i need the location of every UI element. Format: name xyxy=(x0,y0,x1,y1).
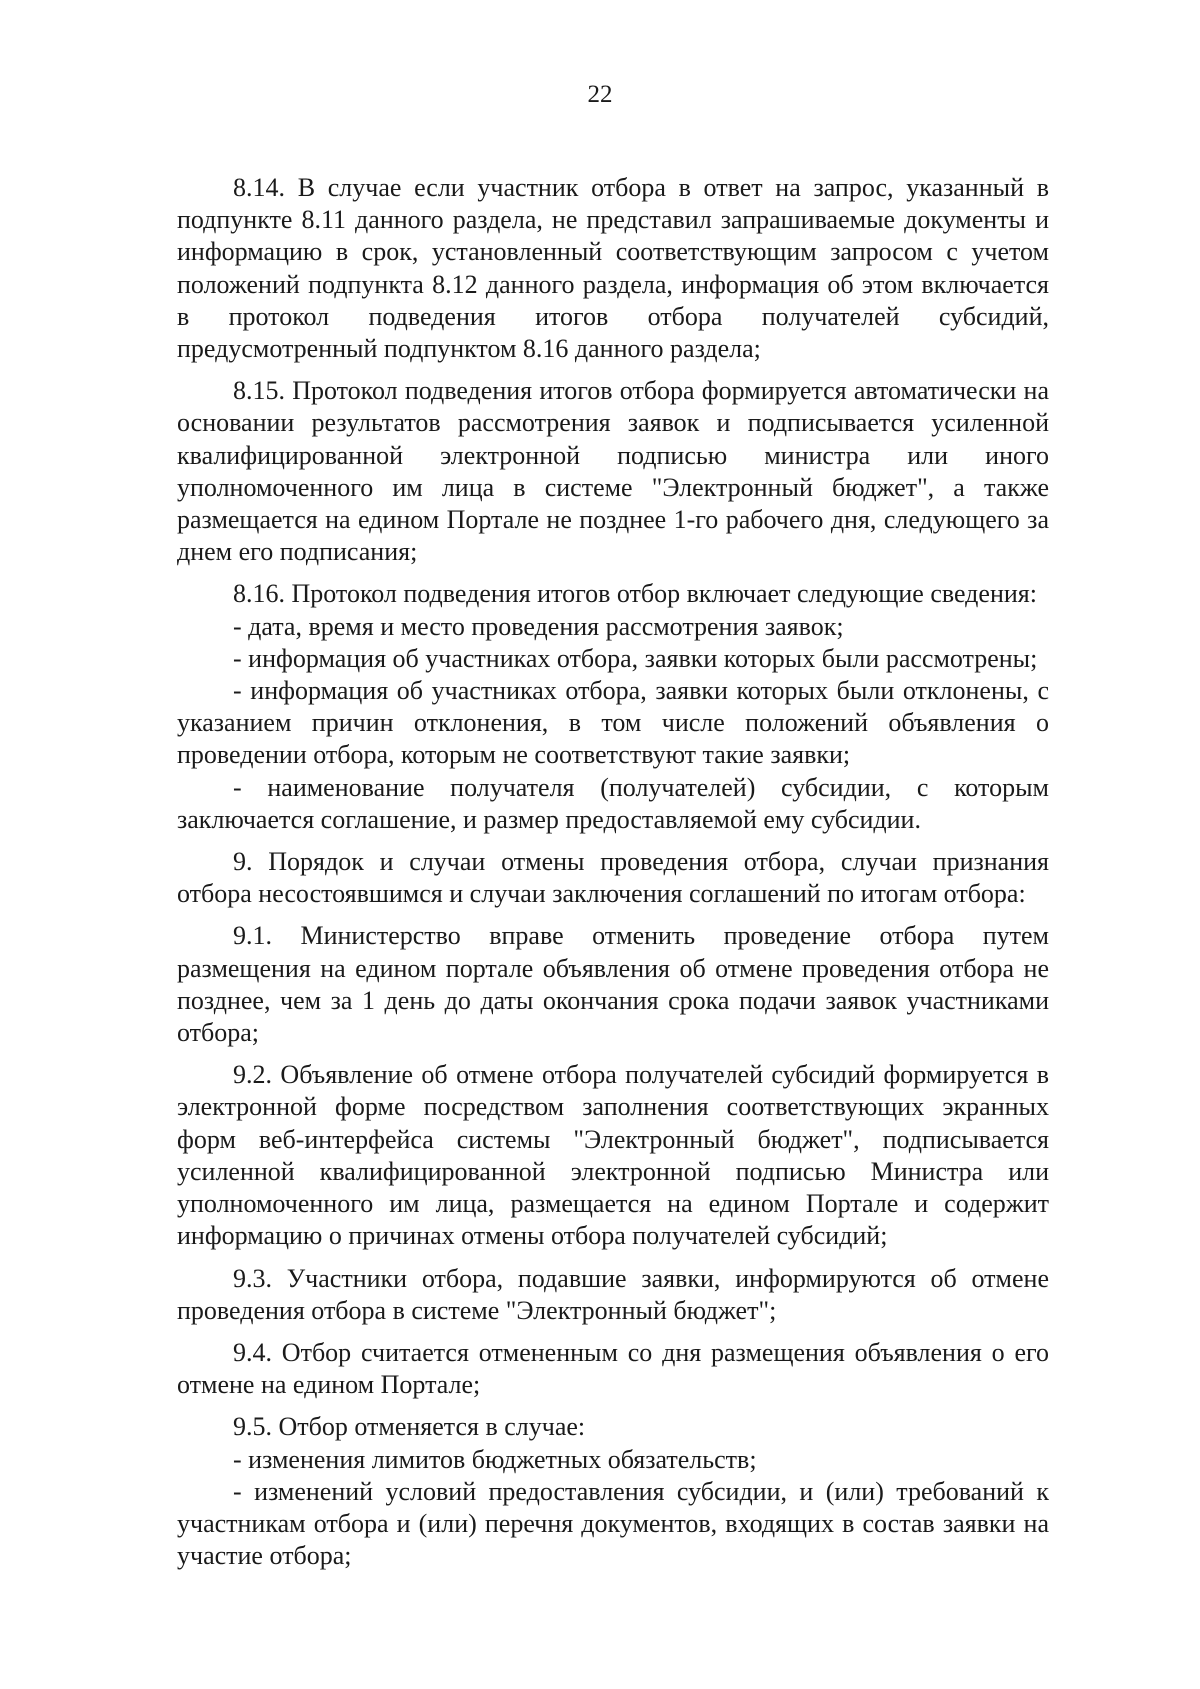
list-item: - информация об участниках отбора, заявки которых были рассмотрены; xyxy=(233,643,1038,673)
paragraph-9-5: 9.5. Отбор отменяется в случае: xyxy=(233,1412,586,1442)
list-item: - изменения лимитов бюджетных обязательств; xyxy=(233,1444,757,1474)
list-item: - дата, время и место проведения рассмотрения заявок; xyxy=(233,611,844,641)
paragraph-9-2: 9.2. Объявление об отмене отбора получателей субсидий формируется в электронной форме посредством заполнения соответствующих экранных форм веб-интерфейса системы "Электронный бюджет", подписывается усиленной квалифицированной электронной подписью Министра или уполномоченного им лица, размещается на едином Портале и содержит информацию о причинах отмены отбора получателей субсидий; xyxy=(177,1060,1049,1251)
list-item: - информация об участниках отбора, заявки которых были отклонены, с указанием причин отклонения, в том числе положений объявления о проведении отбора, которым не соответствуют такие заявки; xyxy=(177,676,1049,770)
paragraph-8-15: 8.15. Протокол подведения итогов отбора формируется автоматически на основании результатов рассмотрения заявок и подписывается усиленной квалифицированной электронной подписью министра или иного уполномоченного им лица в системе "Электронный бюджет", а также размещается на едином Портале не позднее 1-го рабочего дня, следующего за днем его подписания; xyxy=(177,376,1049,567)
paragraph-9: 9. Порядок и случаи отмены проведения отбора, случаи признания отбора несостоявшимся и случаи заключения соглашений по итогам отбора: xyxy=(177,847,1049,909)
list-item: - наименование получателя (получателей) субсидии, с которым заключается соглашение, и размер предоставляемой ему субсидии. xyxy=(177,772,1049,834)
page-number: 22 xyxy=(587,81,613,108)
list-item: - изменений условий предоставления субсидии, и (или) требований к участникам отбора и (или) перечня документов, входящих в состав заявки на участие отбора; xyxy=(177,1476,1049,1571)
paragraph-9-1: 9.1. Министерство вправе отменить проведение отбора путем размещения на едином портале объявления об отмене проведения отбора не позднее, чем за 1 день до даты окончания срока подачи заявок участниками отбора; xyxy=(177,921,1049,1048)
paragraph-9-4: 9.4. Отбор считается отмененным со дня размещения объявления о его отмене на едином Портале; xyxy=(177,1337,1049,1400)
paragraph-8-14: 8.14. В случае если участник отбора в ответ на запрос, указанный в подпункте 8.11 данного раздела, не представил запрашиваемые документы и информацию в срок, установленный соответствующим запросом с учетом положений подпункта 8.12 данного раздела, информация об этом включается в протокол подведения итогов отбора получателей субсидий, предусмотренный подпунктом 8.16 данного раздела; xyxy=(177,173,1049,364)
document-body xyxy=(177,172,1049,1572)
paragraph-8-16: 8.16. Протокол подведения итогов отбор включает следующие сведения: xyxy=(233,579,1037,609)
paragraph-9-3: 9.3. Участники отбора, подавшие заявки, информируются об отмене проведения отбора в системе "Электронный бюджет"; xyxy=(177,1263,1049,1325)
